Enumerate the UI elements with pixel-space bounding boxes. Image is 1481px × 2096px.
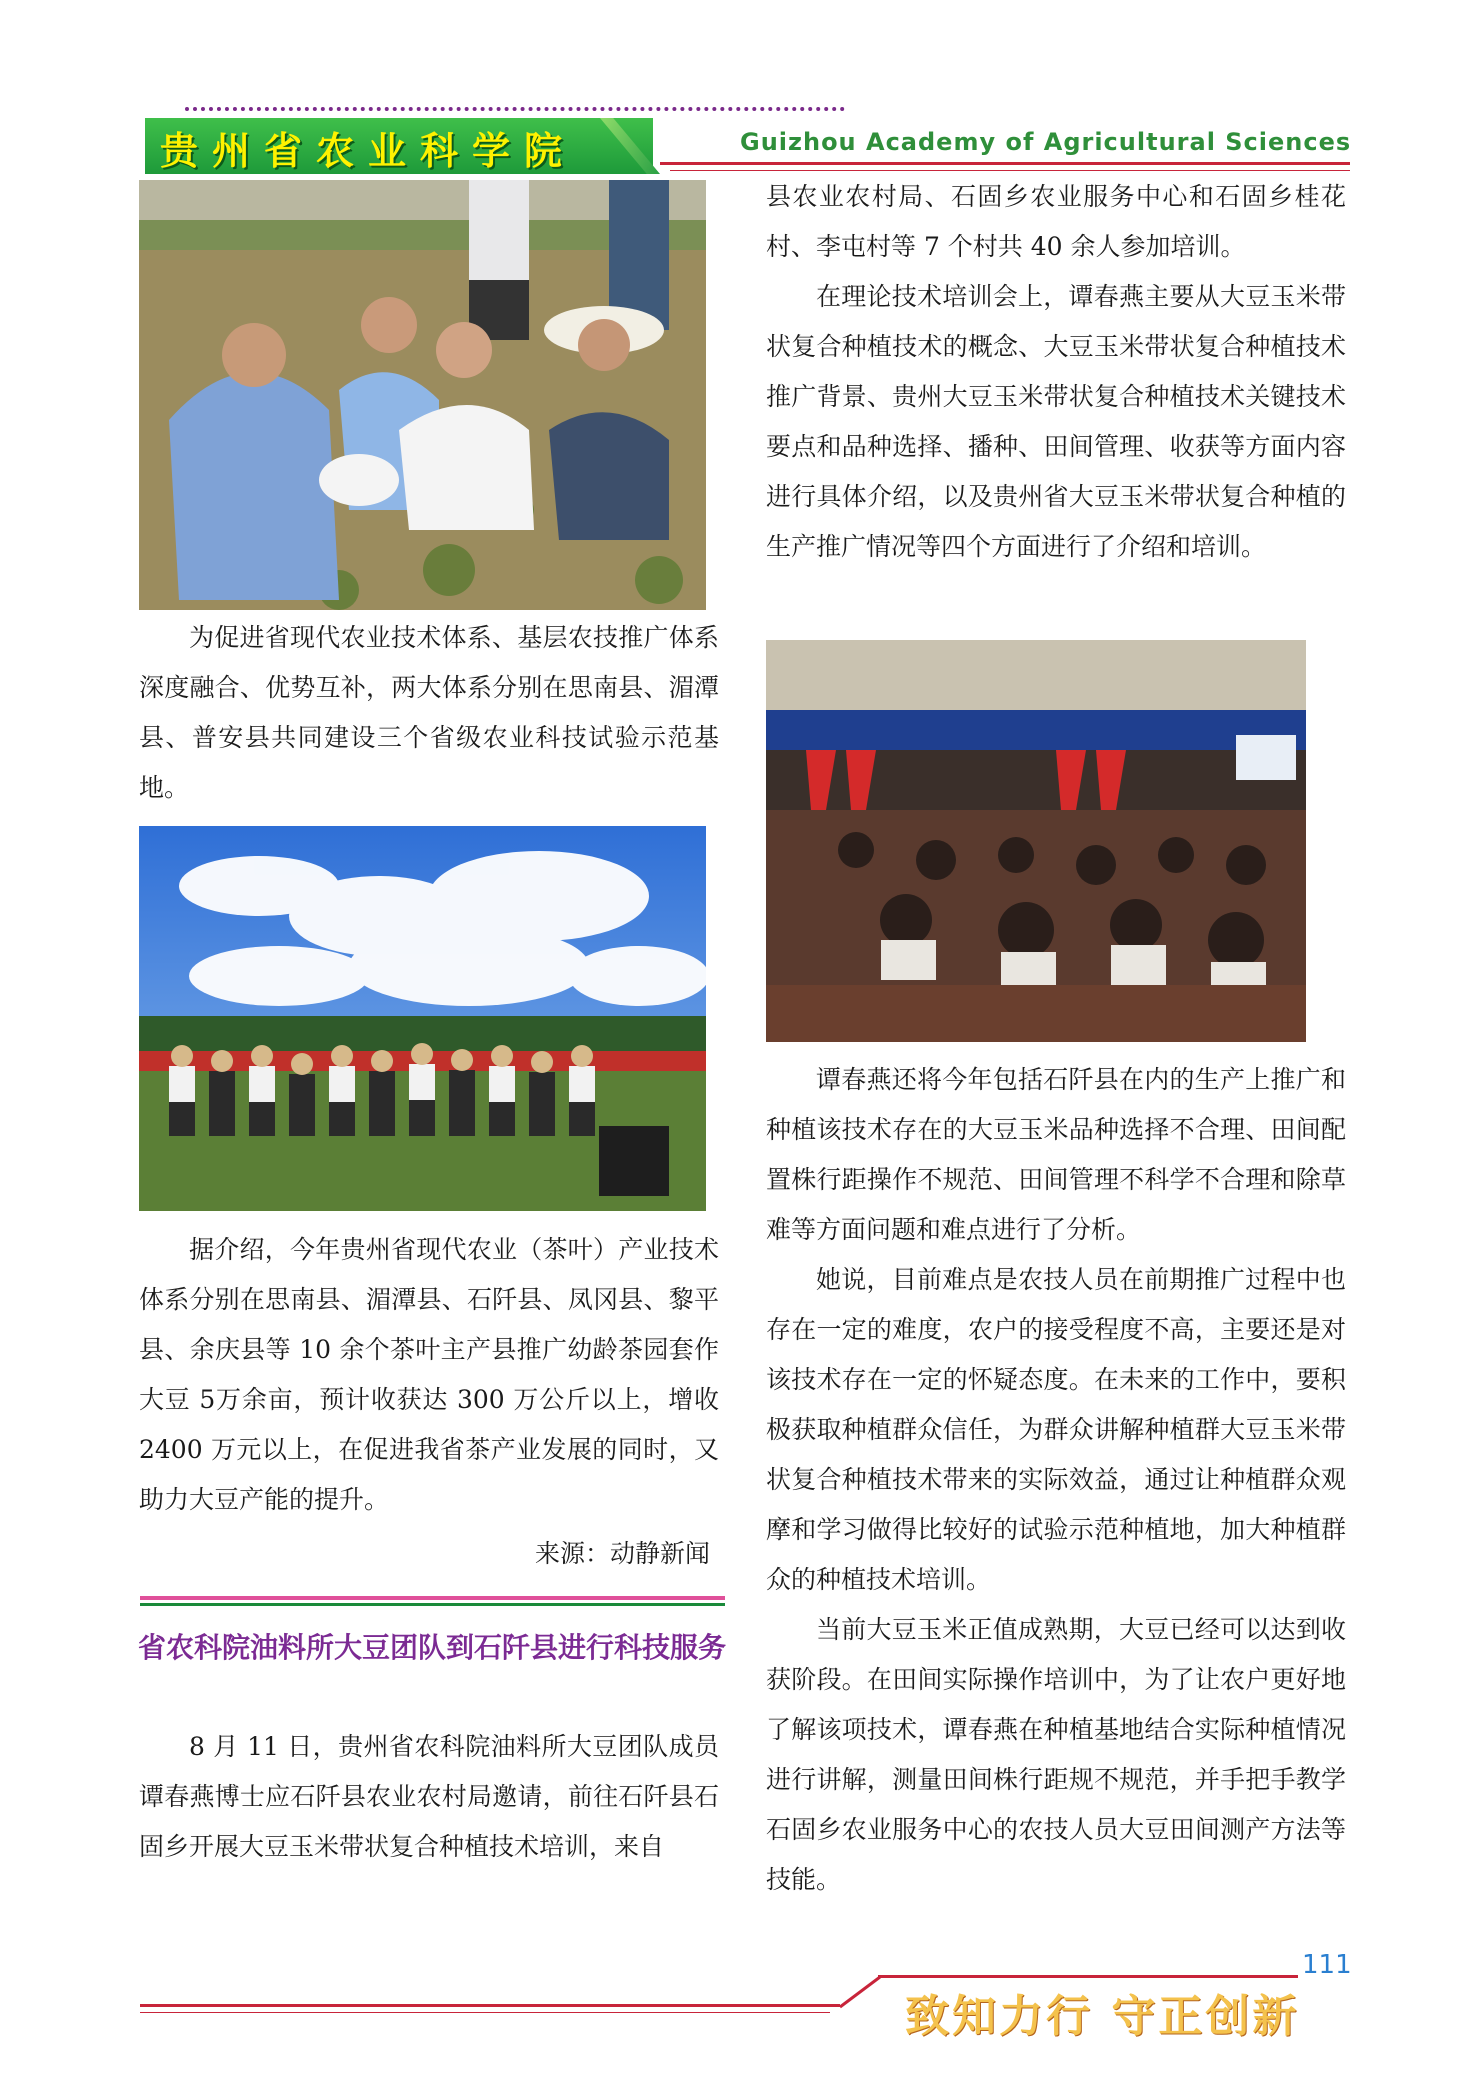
left-paragraph-2: 据介绍，今年贵州省现代农业（茶叶）产业技术体系分别在思南县、湄潭县、石阡县、凤冈县、黎平县、余庆县等 10 余个茶叶主产县推广幼龄茶园套作大豆 5万余亩，预计收获达 300 万公斤以上，增收 2400 万元以上，在促进我省茶产业发展的同时，又助力大豆产能的提升。 [139, 1235, 719, 1514]
right-paragraph-4: 当前大豆玉米正值成熟期，大豆已经可以达到收获阶段。在田间实际操作培训中，为了让农户更好地了解该项技术，谭春燕在种植基地结合实际种植情况进行讲解，测量田间株行距规不规范，并手把手教学石固乡农业服务中心的农技人员大豆田间测产方法等技能。 [766, 1615, 1346, 1894]
photo-demonstration-base-group [139, 826, 706, 1211]
footer-top-rule [878, 1975, 1298, 1978]
section-divider-pink [140, 1596, 725, 1600]
header-title-en: Guizhou Academy of Agricultural Sciences [740, 128, 1352, 156]
right-paragraph-0: 县农业农村局、石固乡农业服务中心和石固乡桂花村、李屯村等 7 个村共 40 余人参加培训。 [766, 182, 1346, 261]
header-title-cn: 贵州省农业科学院 [160, 129, 577, 173]
right-paragraph-2: 谭春燕还将今年包括石阡县在内的生产上推广和种植该技术存在的大豆玉米品种选择不合理、田间配置株行距操作不规范、田间管理不科学不合理和除草难等方面问题和难点进行了分析。 [766, 1065, 1346, 1244]
footer-rule-thin [140, 2012, 830, 2013]
header-dotted-rule [185, 107, 845, 111]
news-source: 来源：动静新闻 [534, 1539, 710, 1568]
header-rule-thin [670, 170, 1350, 171]
photo-field-inspection [139, 180, 706, 610]
right-paragraph-3: 她说，目前难点是农技人员在前期推广过程中也存在一定的难度，农户的接受程度不高，主要还是对该技术存在一定的怀疑态度。在未来的工作中，要积极获取种植群众信任，为群众讲解种植群大豆玉米带状复合种植技术带来的实际效益，通过让种植群众观摩和学习做得比较好的试验示范种植地，加大种植群众的种植技术培训。 [766, 1265, 1346, 1594]
right-paragraph-1: 在理论技术培训会上，谭春燕主要从大豆玉米带状复合种植技术的概念、大豆玉米带状复合种植技术推广背景、贵州大豆玉米带状复合种植技术关键技术要点和品种选择、播种、田间管理、收获等方面内容进行具体介绍，以及贵州省大豆玉米带状复合种植的生产推广情况等四个方面进行了介绍和培训。 [766, 282, 1346, 561]
page-number: 111 [1302, 1950, 1352, 1980]
footer-motto: 致知力行 守正创新 [905, 1991, 1300, 2042]
footer-slant-rule [835, 1975, 895, 2015]
section-divider-green [140, 1603, 725, 1606]
left-paragraph-3: 8 月 11 日，贵州省农科院油料所大豆团队成员谭春燕博士应石阡县农业农村局邀请，前往石阡县石固乡开展大豆玉米带状复合种植技术培训，来自 [139, 1732, 719, 1861]
section-title: 省农科院油料所大豆团队到石阡县进行科技服务 [138, 1631, 727, 1664]
left-paragraph-1: 为促进省现代农业技术体系、基层农技推广体系深度融合、优势互补，两大体系分别在思南县、湄潭县、普安县共同建设三个省级农业科技试验示范基地。 [139, 623, 719, 802]
header-rule [660, 162, 1350, 165]
photo-training-meeting-room [766, 640, 1306, 1042]
footer-rule [140, 2004, 840, 2007]
